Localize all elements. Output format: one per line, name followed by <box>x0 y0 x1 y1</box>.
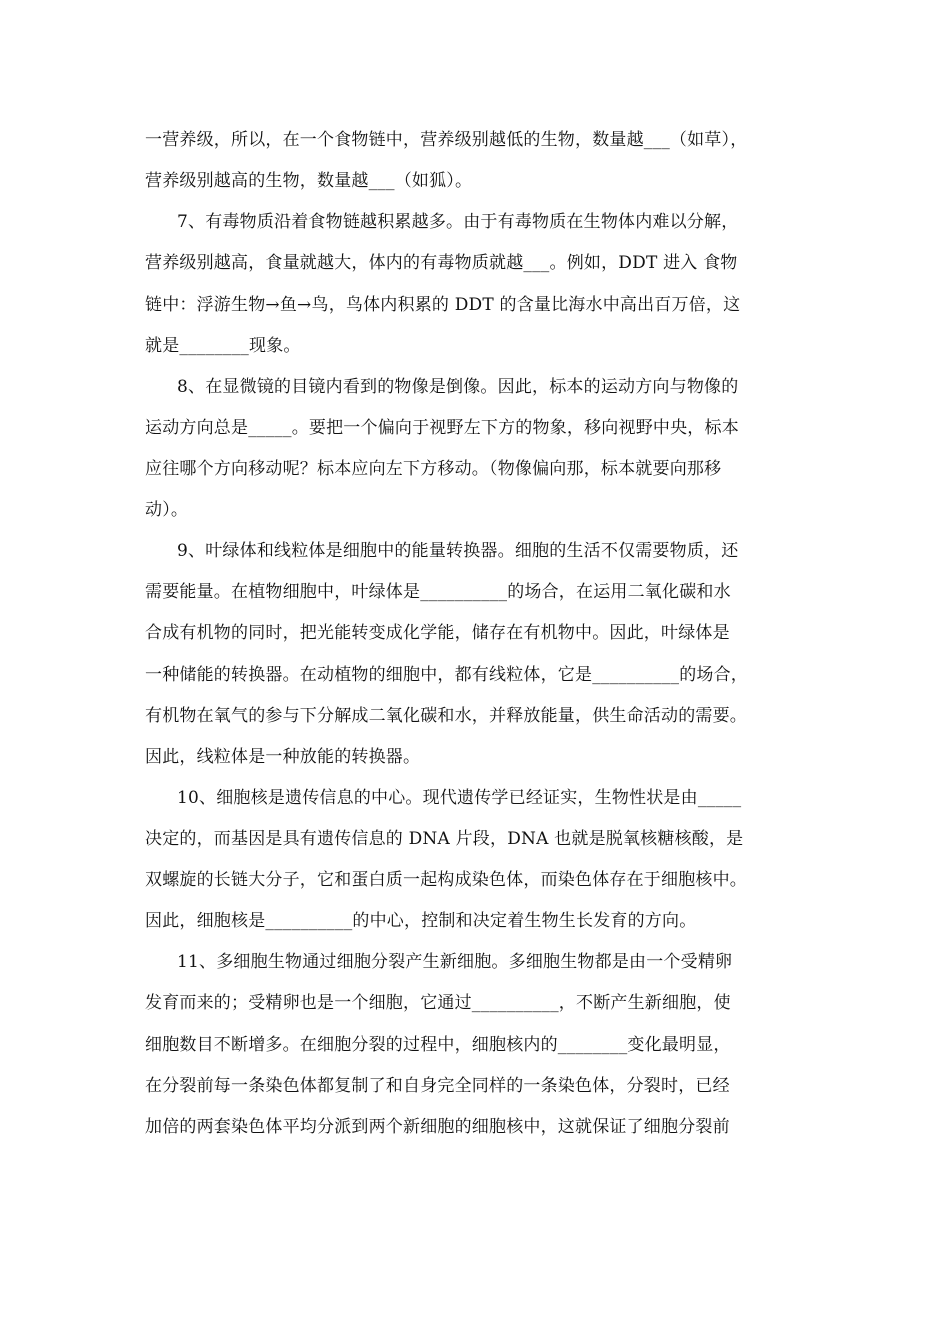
text-line: 合成有机物的同时，把光能转变成化学能，储存在有机物中。因此，叶绿体是 <box>145 623 730 643</box>
paragraph-7-start: 7、有毒物质沿着食物链越积累越多。由于有毒物质在生物体内难以分解， <box>177 212 739 232</box>
text-line: 应往哪个方向移动呢？标本应向左下方移动。（物像偏向那，标本就要向那移 <box>145 459 722 479</box>
text-line: 在分裂前每一条染色体都复制了和自身完全同样的一条染色体，分裂时，已经 <box>145 1076 730 1096</box>
text-line: 一种储能的转换器。在动植物的细胞中，都有线粒体，它是__________的场合， <box>145 665 748 685</box>
text-line: 因此，线粒体是一种放能的转换器。 <box>145 747 421 767</box>
text-line: 有机物在氧气的参与下分解成二氧化碳和水，并释放能量，供生命活动的需要。 <box>145 706 747 726</box>
text-line: 就是________现象。 <box>145 336 301 356</box>
text-line: 需要能量。在植物细胞中，叶绿体是__________的场合，在运用二氧化碳和水 <box>145 582 731 602</box>
text-line: 营养级别越高，食量就越大，体内的有毒物质就越___。例如，DDT 进入 食物 <box>145 253 738 273</box>
text-line: 动）。 <box>145 500 189 520</box>
paragraph-8-start: 8、在显微镜的目镜内看到的物像是倒像。因此，标本的运动方向与物像的 <box>177 377 739 397</box>
text-line: 双螺旋的长链大分子，它和蛋白质一起构成染色体，而染色体存在于细胞核中。 <box>145 870 747 890</box>
paragraph-11-start: 11、多细胞生物通过细胞分裂产生新细胞。多细胞生物都是由一个受精卵 <box>177 952 733 972</box>
text-line: 决定的，而基因是具有遗传信息的 DNA 片段，DNA 也就是脱氧核糖核酸，是 <box>145 829 744 849</box>
text-line: 链中：浮游生物→鱼→鸟，鸟体内积累的 DDT 的含量比海水中高出百万倍，这 <box>145 295 741 315</box>
text-line: 运动方向总是_____。要把一个偏向于视野左下方的物象，移向视野中央，标本 <box>145 418 739 438</box>
text-line: 细胞数目不断增多。在细胞分裂的过程中，细胞核内的________变化最明显， <box>145 1035 731 1055</box>
text-line: 发育而来的；受精卵也是一个细胞，它通过__________，不断产生新细胞，使 <box>145 993 731 1013</box>
text-line: 加倍的两套染色体平均分派到两个新细胞的细胞核中，这就保证了细胞分裂前 <box>145 1117 730 1137</box>
paragraph-9-start: 9、叶绿体和线粒体是细胞中的能量转换器。细胞的生活不仅需要物质，还 <box>177 541 739 561</box>
text-line: 因此，细胞核是__________的中心，控制和决定着生物生长发育的方向。 <box>145 911 697 931</box>
paragraph-10-start: 10、细胞核是遗传信息的中心。现代遗传学已经证实，生物性状是由_____ <box>177 788 742 808</box>
text-line: 一营养级，所以，在一个食物链中，营养级别越低的生物，数量越___（如草）， <box>145 130 748 150</box>
text-line: 营养级别越高的生物，数量越___（如狐）。 <box>145 171 473 191</box>
